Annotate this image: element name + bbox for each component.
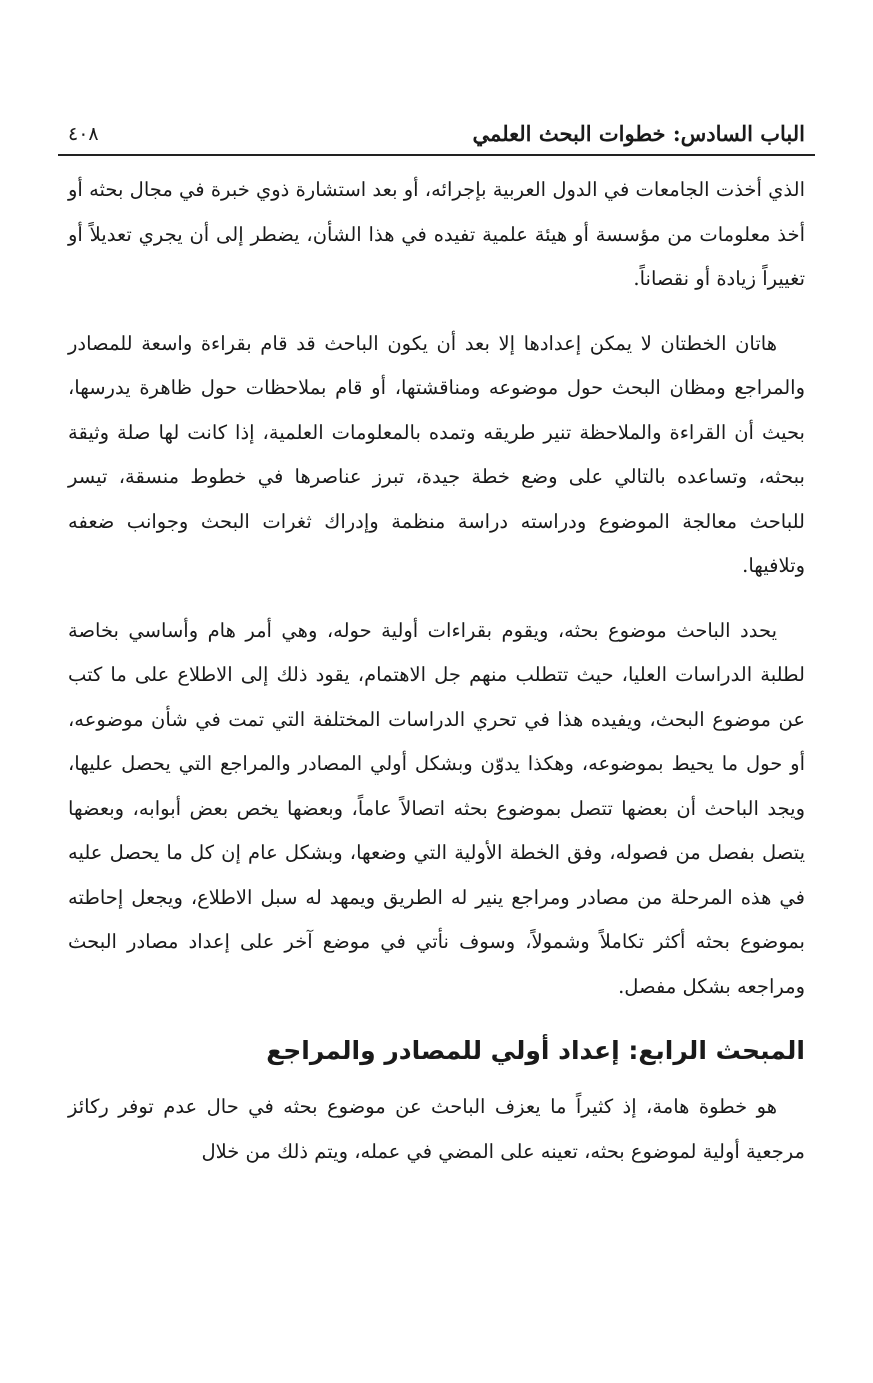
chapter-title: الباب السادس: خطوات البحث العلمي <box>472 121 805 146</box>
running-header <box>68 118 805 156</box>
section-heading: المبحث الرابع: إعداد أولي للمصادر والمراجع <box>266 1036 805 1065</box>
paragraph-section-intro: هو خطوة هامة، إذ كثيراً ما يعزف الباحث عن موضوع بحثه في حال عدم توفر ركائز مرجعية أولية لموضوع بحثه، تعينه على المضي في عمله، ويتم ذلك من خلال <box>68 1095 805 1163</box>
page-number: ٤٠٨ <box>68 123 99 145</box>
page-body <box>68 168 805 1194</box>
paragraph-initial-readings: يحدد الباحث موضوع بحثه، ويقوم بقراءات أولية حوله، وهي أمر هام وأساسي بخاصة لطلبة الدراسات العليا، حيث تتطلب منهم جل الاهتمام، يقود ذلك إلى الاطلاع على ما كتب عن موضوع البحث، ويفيده هذا في تحري الدراسات المختلفة التي تمت في شأن موضوعه، أو حول ما يحيط بموضوعه، وهكذا يدوّن وبشكل أولي المصادر والمراجع التي يحصل عليها، ويجد الباحث أن بعضها تتصل بموضوع بحثه اتصالاً عاماً، وبعضها يخص بعض أبوابه، وبعضها يتصل بفصل من فصوله، وفق الخطة الأولية التي وضعها، وبشكل عام إن كل ما يحصل عليه في هذه المرحلة من مصادر ومراجع ينير له الطريق ويمهد له سبل الاطلاع، ويجعل إحاطته بموضوع بحثه أكثر تكاملاً وشمولاً، وسوف نأتي في موضع آخر على إعداد مصادر البحث ومراجعه بشكل مفصل. <box>68 618 805 998</box>
paragraph-two-plans: هاتان الخطتان لا يمكن إعدادها إلا بعد أن يكون الباحث قد قام بقراءة واسعة للمصادر والمراجع ومظان البحث حول موضوعه ومناقشتها، أو قام بملاحظات حول ظاهرة يدرسها، بحيث أن القراءة والملاحظة تنير طريقه وتمده بالمعلومات العلمية، إذا كانت لها صلة وثيقة ببحثه، وتساعده بالتالي على وضع خطة جيدة، تبرز عناصرها في خطوط منسقة، تيسر للباحث معالجة الموضوع ودراسته دراسة منظمة وإدراك ثغرات البحث وجوانب ضعفه وتلافيها. <box>68 331 805 577</box>
header-divider <box>58 154 815 156</box>
paragraph-continuation: الذي أخذت الجامعات في الدول العربية بإجرائه، أو بعد استشارة ذوي خبرة في مجال بحثه أو أخذ معلومات من مؤسسة أو هيئة علمية تفيده في هذا الشأن، يضطر إلى أن يجري تعديلاً أو تغييراً زيادة أو نقصاناً. <box>68 178 805 290</box>
